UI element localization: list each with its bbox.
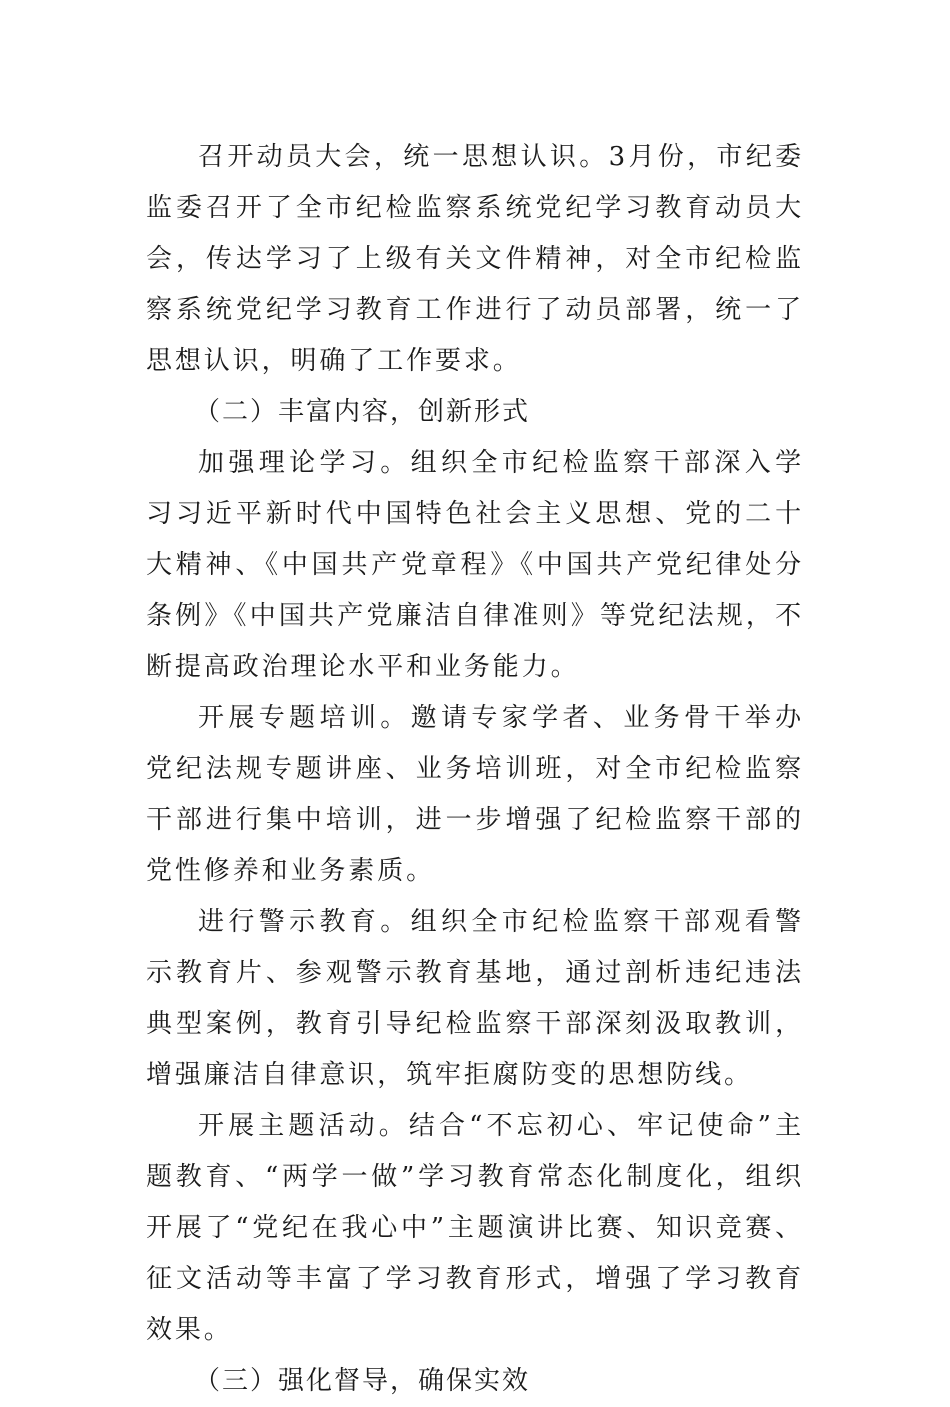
paragraph-special-training: 开展专题培训。邀请专家学者、业务骨干举办党纪法规专题讲座、业务培训班，对全市纪检监察干部进行集中培训，进一步增强了纪检监察干部的党性修养和业务素质。 — [146, 703, 804, 886]
paragraph-warning-education: 进行警示教育。组织全市纪检监察干部观看警示教育片、参观警示教育基地，通过剖析违纪违法典型案例，教育引导纪检监察干部深刻汲取教训，增强廉洁自律意识，筑牢拒腐防变的思想防线。 — [146, 907, 804, 1090]
paragraph-theme-activities: 开展主题活动。结合“不忘初心、牢记使命”主题教育、“两学一做”学习教育常态化制度化，组织开展了“党纪在我心中”主题演讲比赛、知识竞赛、征文活动等丰富了学习教育形式，增强了学习教育效果。 — [146, 1111, 804, 1345]
section-heading-2: （二）丰富内容，创新形式 — [194, 397, 531, 427]
paragraph-theory-study: 加强理论学习。组织全市纪检监察干部深入学习习近平新时代中国特色社会主义思想、党的二十大精神、《中国共产党章程》《中国共产党纪律处分条例》《中国共产党廉洁自律准则》等党纪法规，不断提高政治理论水平和业务能力。 — [146, 448, 804, 682]
section-heading-3: （三）强化督导，确保实效 — [194, 1366, 531, 1396]
document-body — [146, 132, 804, 1407]
paragraph-mobilization-meeting: 召开动员大会，统一思想认识。3月份，市纪委监委召开了全市纪检监察系统党纪学习教育动员大会，传达学习了上级有关文件精神，对全市纪检监察系统党纪学习教育工作进行了动员部署，统一了思想认识，明确了工作要求。 — [146, 142, 804, 376]
